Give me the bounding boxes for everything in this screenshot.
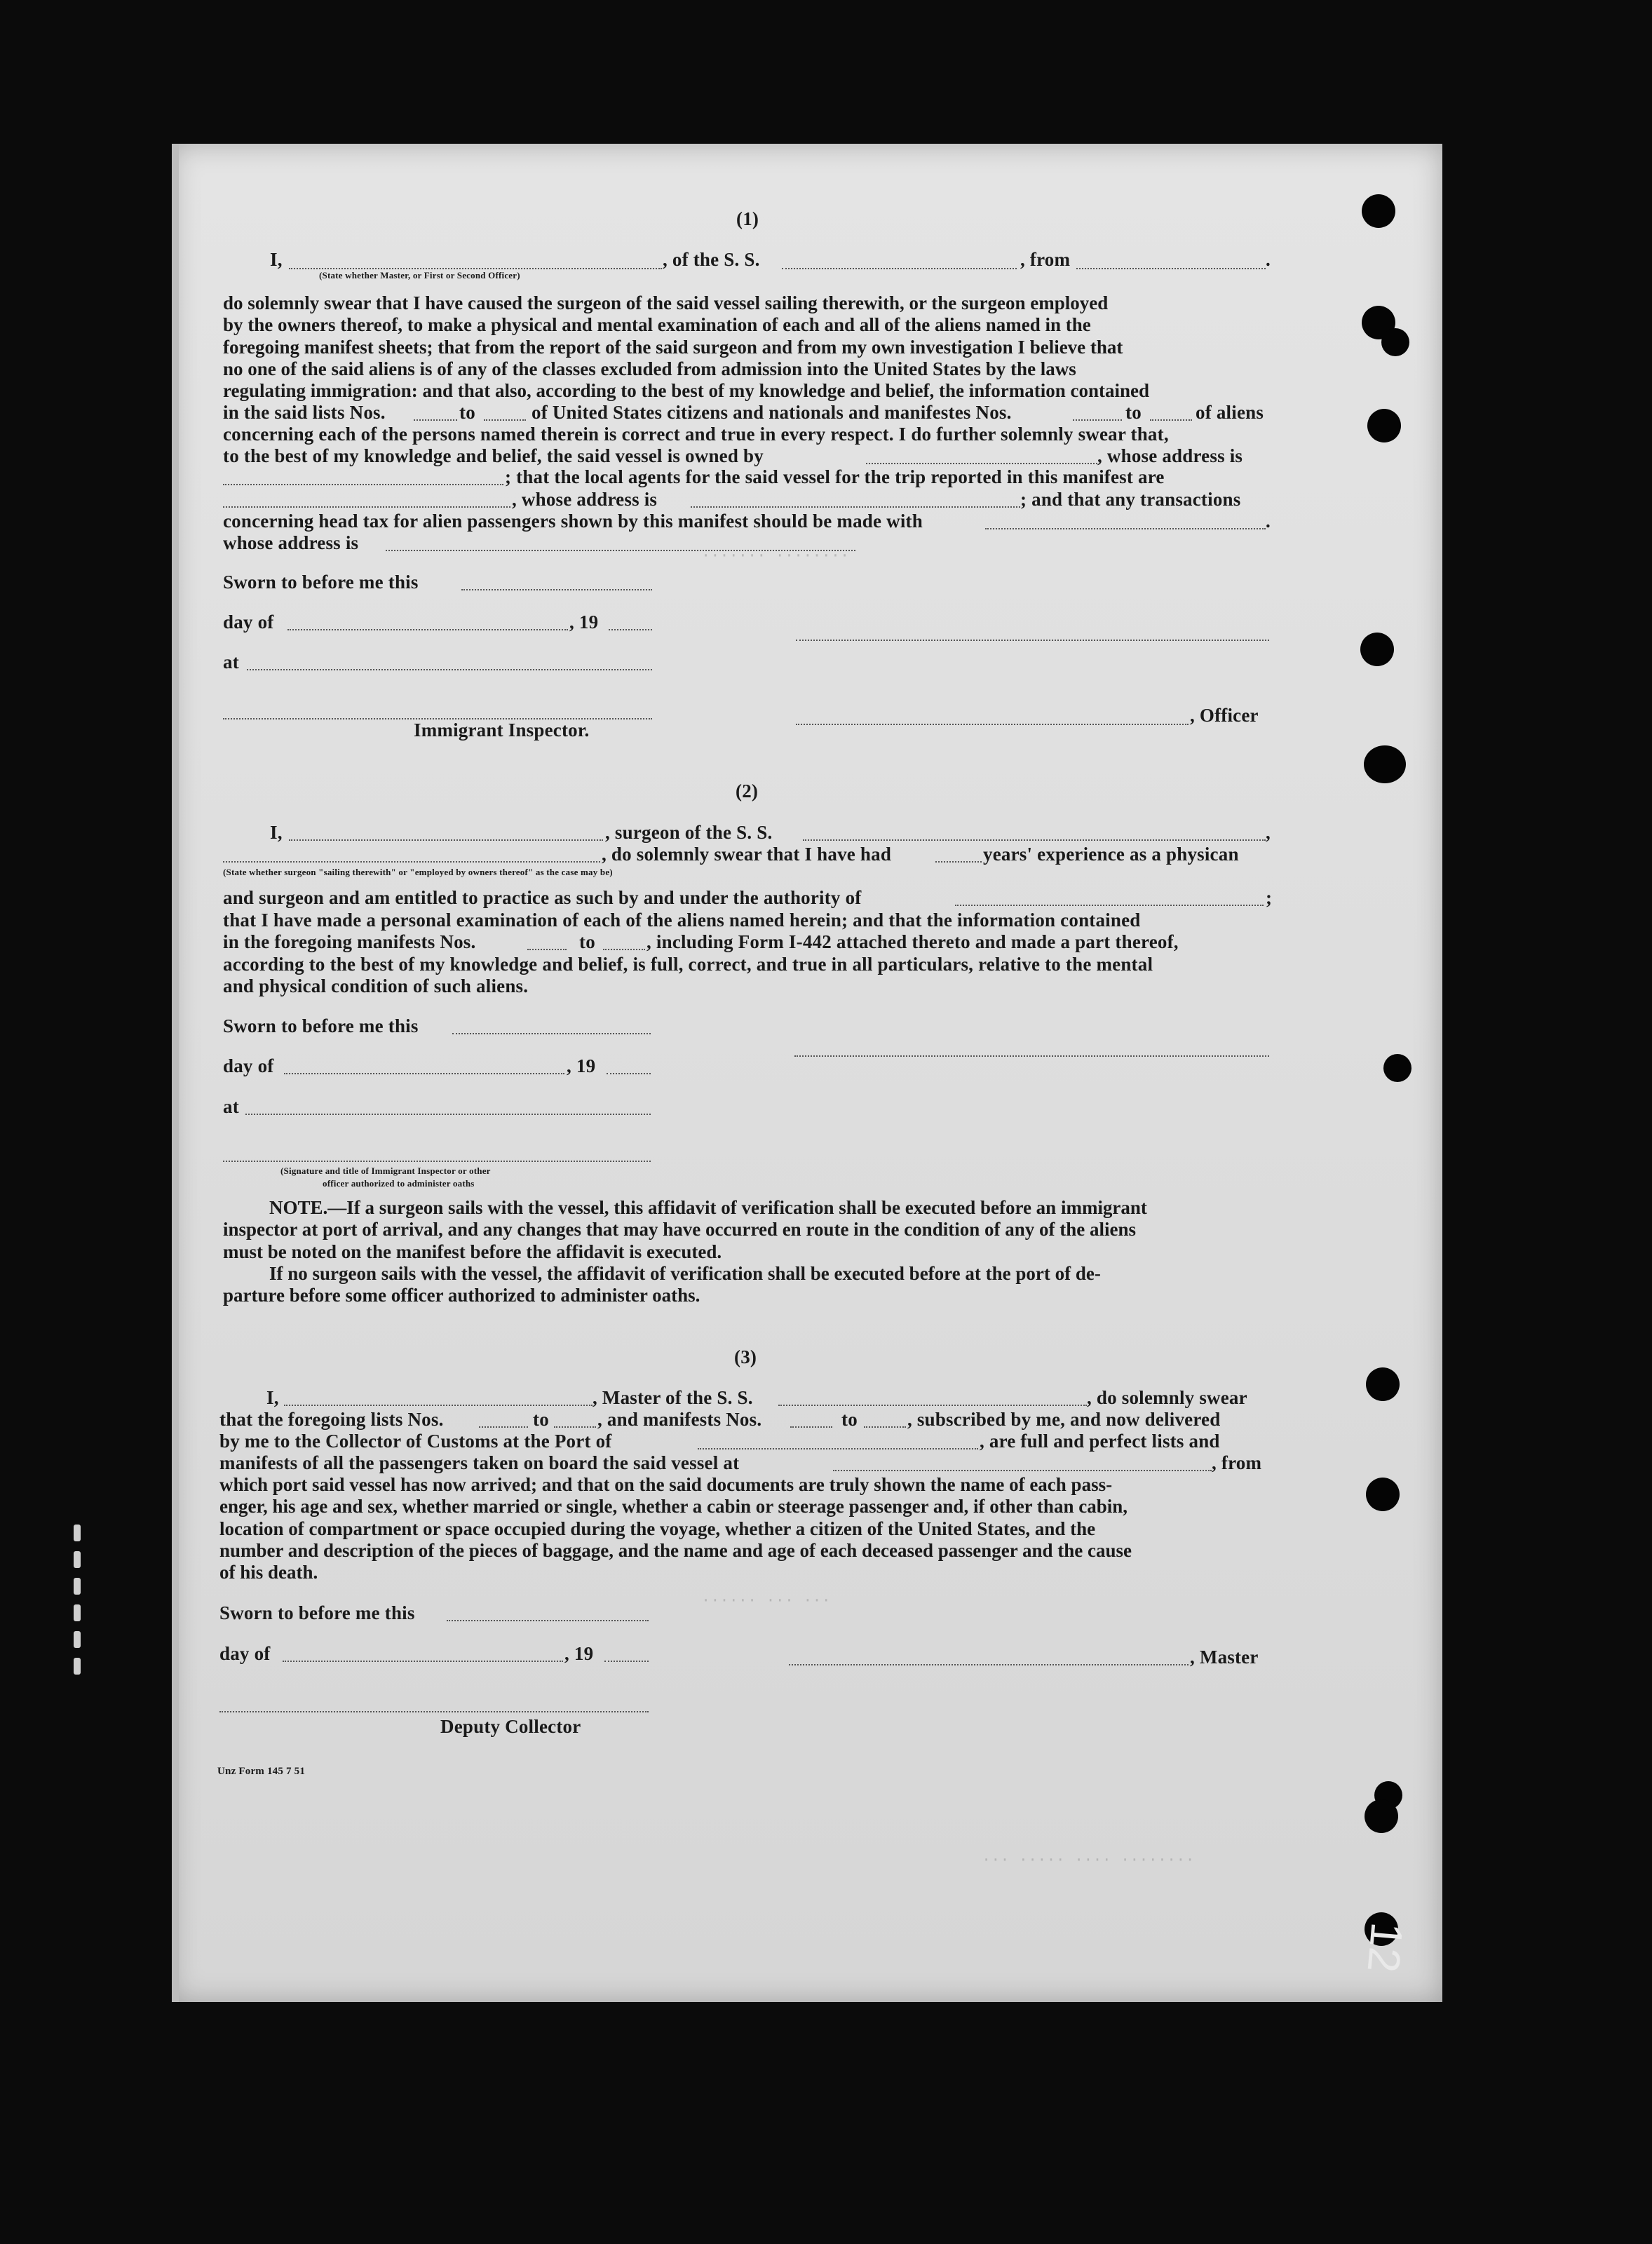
s1-day-of-label: day of: [223, 611, 274, 633]
s3-from-label: , from: [1212, 1452, 1262, 1473]
s2-at-field[interactable]: [245, 1114, 651, 1115]
whose-address-label-2: , whose address is: [512, 489, 658, 510]
swear-text: , do solemnly swear that I have had: [602, 844, 892, 865]
s3-to-label: to: [533, 1409, 549, 1430]
boarding-port-field[interactable]: [833, 1470, 1212, 1471]
s1-from-label: , from: [1020, 249, 1071, 270]
deputy-signature-line[interactable]: [219, 1711, 649, 1712]
surgeon-name-field[interactable]: [289, 839, 603, 841]
to-label-2: to: [1125, 402, 1142, 423]
note-line: must be noted on the manifest before the affidavit is executed.: [223, 1241, 722, 1262]
owned-by-label: to the best of my knowledge and belief, the said vessel is owned by: [223, 445, 764, 466]
section-3-heading: (3): [734, 1346, 757, 1367]
s1-officer-signature-line[interactable]: [796, 724, 1189, 725]
page-edge: [172, 144, 179, 2002]
s1-i-label: I,: [270, 249, 283, 270]
bleed-through: ······· ········: [701, 547, 850, 565]
concerning-line: concerning each of the persons named therein is correct and true in every respect. I do further solemnly swear that,: [223, 424, 1169, 445]
punch-hole: [1367, 409, 1401, 442]
s3-body-line: of his death.: [219, 1562, 318, 1583]
port-field[interactable]: [698, 1448, 978, 1449]
lists-from-field[interactable]: [414, 419, 457, 421]
s1-body-line: do solemnly swear that I have caused the surgeon of the said vessel sailing therewith, or the surgeon employed: [223, 292, 1109, 313]
s1-body-line: no one of the said aliens is of any of the classes excluded from admission into the United States by the laws: [223, 358, 1076, 379]
agents-address-field[interactable]: [691, 506, 1020, 508]
head-tax-agent-field[interactable]: [985, 528, 1266, 529]
lists-to-field[interactable]: [484, 419, 526, 421]
s3-to-label-2: to: [841, 1409, 858, 1430]
s3-sworn-field[interactable]: [447, 1620, 649, 1621]
s2-sworn-field[interactable]: [452, 1033, 651, 1034]
s2-day-field[interactable]: [284, 1073, 564, 1074]
form-text: , including Form I-442 attached thereto and made a part thereof,: [646, 931, 1179, 952]
transactions-text: ; and that any transactions: [1020, 489, 1241, 510]
s2-year-label: , 19: [567, 1055, 596, 1076]
local-agents-text: ; that the local agents for the said vessel for the trip reported in this manifest are: [505, 466, 1165, 487]
section-1-oath-paragraph: [223, 292, 1272, 402]
s3-lists-to-field[interactable]: [554, 1426, 596, 1428]
s2-inspector-signature-line[interactable]: [223, 1161, 651, 1162]
officer-note: (State whether Master, or First or Second Officer): [319, 270, 520, 280]
bleed-through: ······ ··· ···: [701, 1592, 831, 1609]
to-label: to: [459, 402, 475, 423]
foregoing-nos-label: in the foregoing manifests Nos.: [223, 931, 476, 952]
section-2-note: [223, 1197, 1269, 1306]
s1-year-label: , 19: [569, 611, 599, 633]
vessel-name-field[interactable]: [782, 268, 1017, 269]
s3-manifests-to-field[interactable]: [864, 1426, 906, 1428]
manifests-all-text: manifests of all the passengers taken on board the said vessel at: [219, 1452, 740, 1473]
s3-swear-label: , do solemnly swear: [1087, 1387, 1247, 1408]
s2-comma: ,: [1266, 822, 1271, 843]
manifests-to-field[interactable]: [1150, 419, 1192, 421]
margin-marks: [63, 1515, 91, 1809]
exam-line: that I have made a personal examination of each of the aliens named herein; and that the information contained: [223, 910, 1141, 931]
s1-of-ss-label: , of the S. S.: [663, 249, 760, 270]
full-perfect-text: , are full and perfect lists and: [980, 1431, 1220, 1452]
s3-manifests-from-field[interactable]: [790, 1426, 832, 1428]
s3-i-label: I,: [266, 1387, 279, 1408]
s1-body-line: by the owners thereof, to make a physical and mental examination of each and all of the aliens named in the: [223, 314, 1091, 336]
s3-body-line: which port said vessel has now arrived; and that on the said documents are truly shown the name of each pass-: [219, 1474, 1113, 1495]
head-tax-end: .: [1266, 511, 1271, 532]
punch-hole: [1362, 194, 1395, 228]
s3-manifests-nos-label: , and manifests Nos.: [597, 1409, 762, 1430]
s2-semicolon: ;: [1266, 887, 1273, 908]
condition-line: and physical condition of such aliens.: [223, 975, 529, 996]
subscribed-text: , subscribed by me, and now delivered: [907, 1409, 1221, 1430]
s1-body-line: foregoing manifest sheets; that from the report of the said surgeon and from my own investigation I believe that: [223, 336, 1123, 358]
punch-hole: [1365, 1799, 1398, 1833]
surgeon-note: (State whether surgeon "sailing therewith" or "employed by owners thereof" as the case may be): [223, 867, 613, 877]
punch-hole: [1364, 745, 1406, 783]
master-of-ss-label: , Master of the S. S.: [593, 1387, 753, 1408]
s3-body-line: number and description of the pieces of baggage, and the name and age of each deceased passenger and the cause: [219, 1539, 1132, 1561]
of-aliens-label: of aliens: [1196, 402, 1264, 423]
note-line: NOTE.—If a surgeon sails with the vessel, this affidavit of verification shall be executed before an immigrant: [269, 1197, 1147, 1218]
bleed-through: ··· ····· ···· ········: [982, 1851, 1195, 1869]
years-experience-field[interactable]: [935, 861, 982, 863]
owner-field[interactable]: [866, 463, 1097, 464]
surgeon-of-ss-label: , surgeon of the S. S.: [605, 822, 773, 843]
manifests-from-field[interactable]: [1073, 419, 1122, 421]
section-1-heading: (1): [736, 208, 759, 229]
officer-label: , Officer: [1190, 705, 1259, 726]
s3-day-field[interactable]: [283, 1661, 563, 1662]
s1-at-field[interactable]: [247, 669, 652, 670]
owner-address-field[interactable]: [223, 484, 503, 485]
s3-body-line: enger, his age and sex, whether married or single, whether a cabin or steerage passenger and, if other than cabin,: [219, 1496, 1128, 1518]
note-line: inspector at port of arrival, and any changes that may have occurred en route in the condition of any of the aliens: [223, 1219, 1136, 1241]
head-tax-text: concerning head tax for alien passengers shown by this manifest should be made with: [223, 511, 923, 532]
s2-sworn-label: Sworn to before me this: [223, 1015, 419, 1036]
note-line: If no surgeon sails with the vessel, the affidavit of verification shall be executed before at the port of de-: [269, 1262, 1101, 1284]
s2-manifest-to-field[interactable]: [603, 949, 645, 950]
s2-day-of-label: day of: [223, 1055, 274, 1076]
section-3-body: [219, 1474, 1268, 1583]
whose-address-label: , whose address is: [1097, 445, 1243, 466]
signature-note-1: (Signature and title of Immigrant Inspector or other: [280, 1165, 491, 1176]
punch-hole: [1360, 633, 1394, 666]
s1-line-end: .: [1266, 249, 1271, 270]
s3-body-line: location of compartment or space occupied during the voyage, whether a citizen of the United States, and the: [219, 1518, 1096, 1539]
agents-field[interactable]: [223, 506, 510, 508]
s3-vessel-field[interactable]: [778, 1405, 1087, 1406]
citizens-text: of United States citizens and nationals and manifestes Nos.: [532, 402, 1012, 423]
s1-signature-line[interactable]: [796, 640, 1269, 641]
years-experience-label: years' experience as a physican: [983, 844, 1239, 865]
master-label: , Master: [1190, 1647, 1259, 1668]
handwritten-page-number: 12: [1358, 1920, 1413, 1975]
master-name-field[interactable]: [284, 1405, 593, 1406]
from-port-field[interactable]: [1076, 268, 1266, 269]
s3-day-of-label: day of: [219, 1643, 271, 1664]
s3-lists-from-field[interactable]: [479, 1426, 528, 1428]
s2-signature-line[interactable]: [794, 1055, 1269, 1057]
authority-field[interactable]: [955, 905, 1264, 906]
s3-year-label: , 19: [564, 1643, 594, 1664]
head-tax-address-field[interactable]: [386, 550, 855, 551]
belief-line: according to the best of my knowledge and belief, is full, correct, and true in all particulars, relative to the mental: [223, 954, 1153, 975]
s1-sworn-field[interactable]: [461, 589, 652, 590]
s1-year-field[interactable]: [609, 629, 652, 630]
lists-nos-label: in the said lists Nos.: [223, 402, 386, 423]
punch-hole: [1383, 1054, 1411, 1082]
punch-hole: [1366, 1478, 1400, 1511]
s1-at-label: at: [223, 651, 239, 672]
s3-sworn-label: Sworn to before me this: [219, 1602, 415, 1623]
officer-name-field[interactable]: [289, 268, 662, 269]
surgeon-type-field[interactable]: [223, 861, 600, 863]
s3-lists-nos-label: that the foregoing lists Nos.: [219, 1409, 444, 1430]
signature-note-2: officer authorized to administer oaths: [323, 1178, 475, 1189]
s1-body-line: regulating immigration: and that also, according to the best of my knowledge and belief, the information contained: [223, 380, 1149, 402]
inspector-label: Immigrant Inspector.: [414, 719, 590, 741]
punch-hole: [1366, 1367, 1400, 1401]
whose-address-label-3: whose address is: [223, 532, 359, 553]
collector-text: by me to the Collector of Customs at the Port of: [219, 1431, 612, 1452]
authority-text: and surgeon and am entitled to practice as such by and under the authority of: [223, 887, 862, 908]
s2-manifest-from-field[interactable]: [527, 949, 567, 950]
form-id: Unz Form 145 7 51: [217, 1766, 306, 1777]
s3-year-field[interactable]: [604, 1661, 649, 1662]
s2-to-label: to: [579, 931, 595, 952]
master-signature-line[interactable]: [789, 1664, 1189, 1665]
s2-vessel-field[interactable]: [803, 839, 1266, 841]
s1-sworn-label: Sworn to before me this: [223, 572, 419, 593]
s2-at-label: at: [223, 1096, 239, 1117]
punch-hole: [1381, 328, 1409, 356]
s1-day-field[interactable]: [287, 629, 568, 630]
section-2-heading: (2): [736, 780, 759, 802]
note-line: parture before some officer authorized to administer oaths.: [223, 1285, 700, 1306]
s2-year-field[interactable]: [607, 1073, 651, 1074]
s2-i-label: I,: [270, 822, 283, 843]
deputy-collector-label: Deputy Collector: [440, 1716, 581, 1737]
